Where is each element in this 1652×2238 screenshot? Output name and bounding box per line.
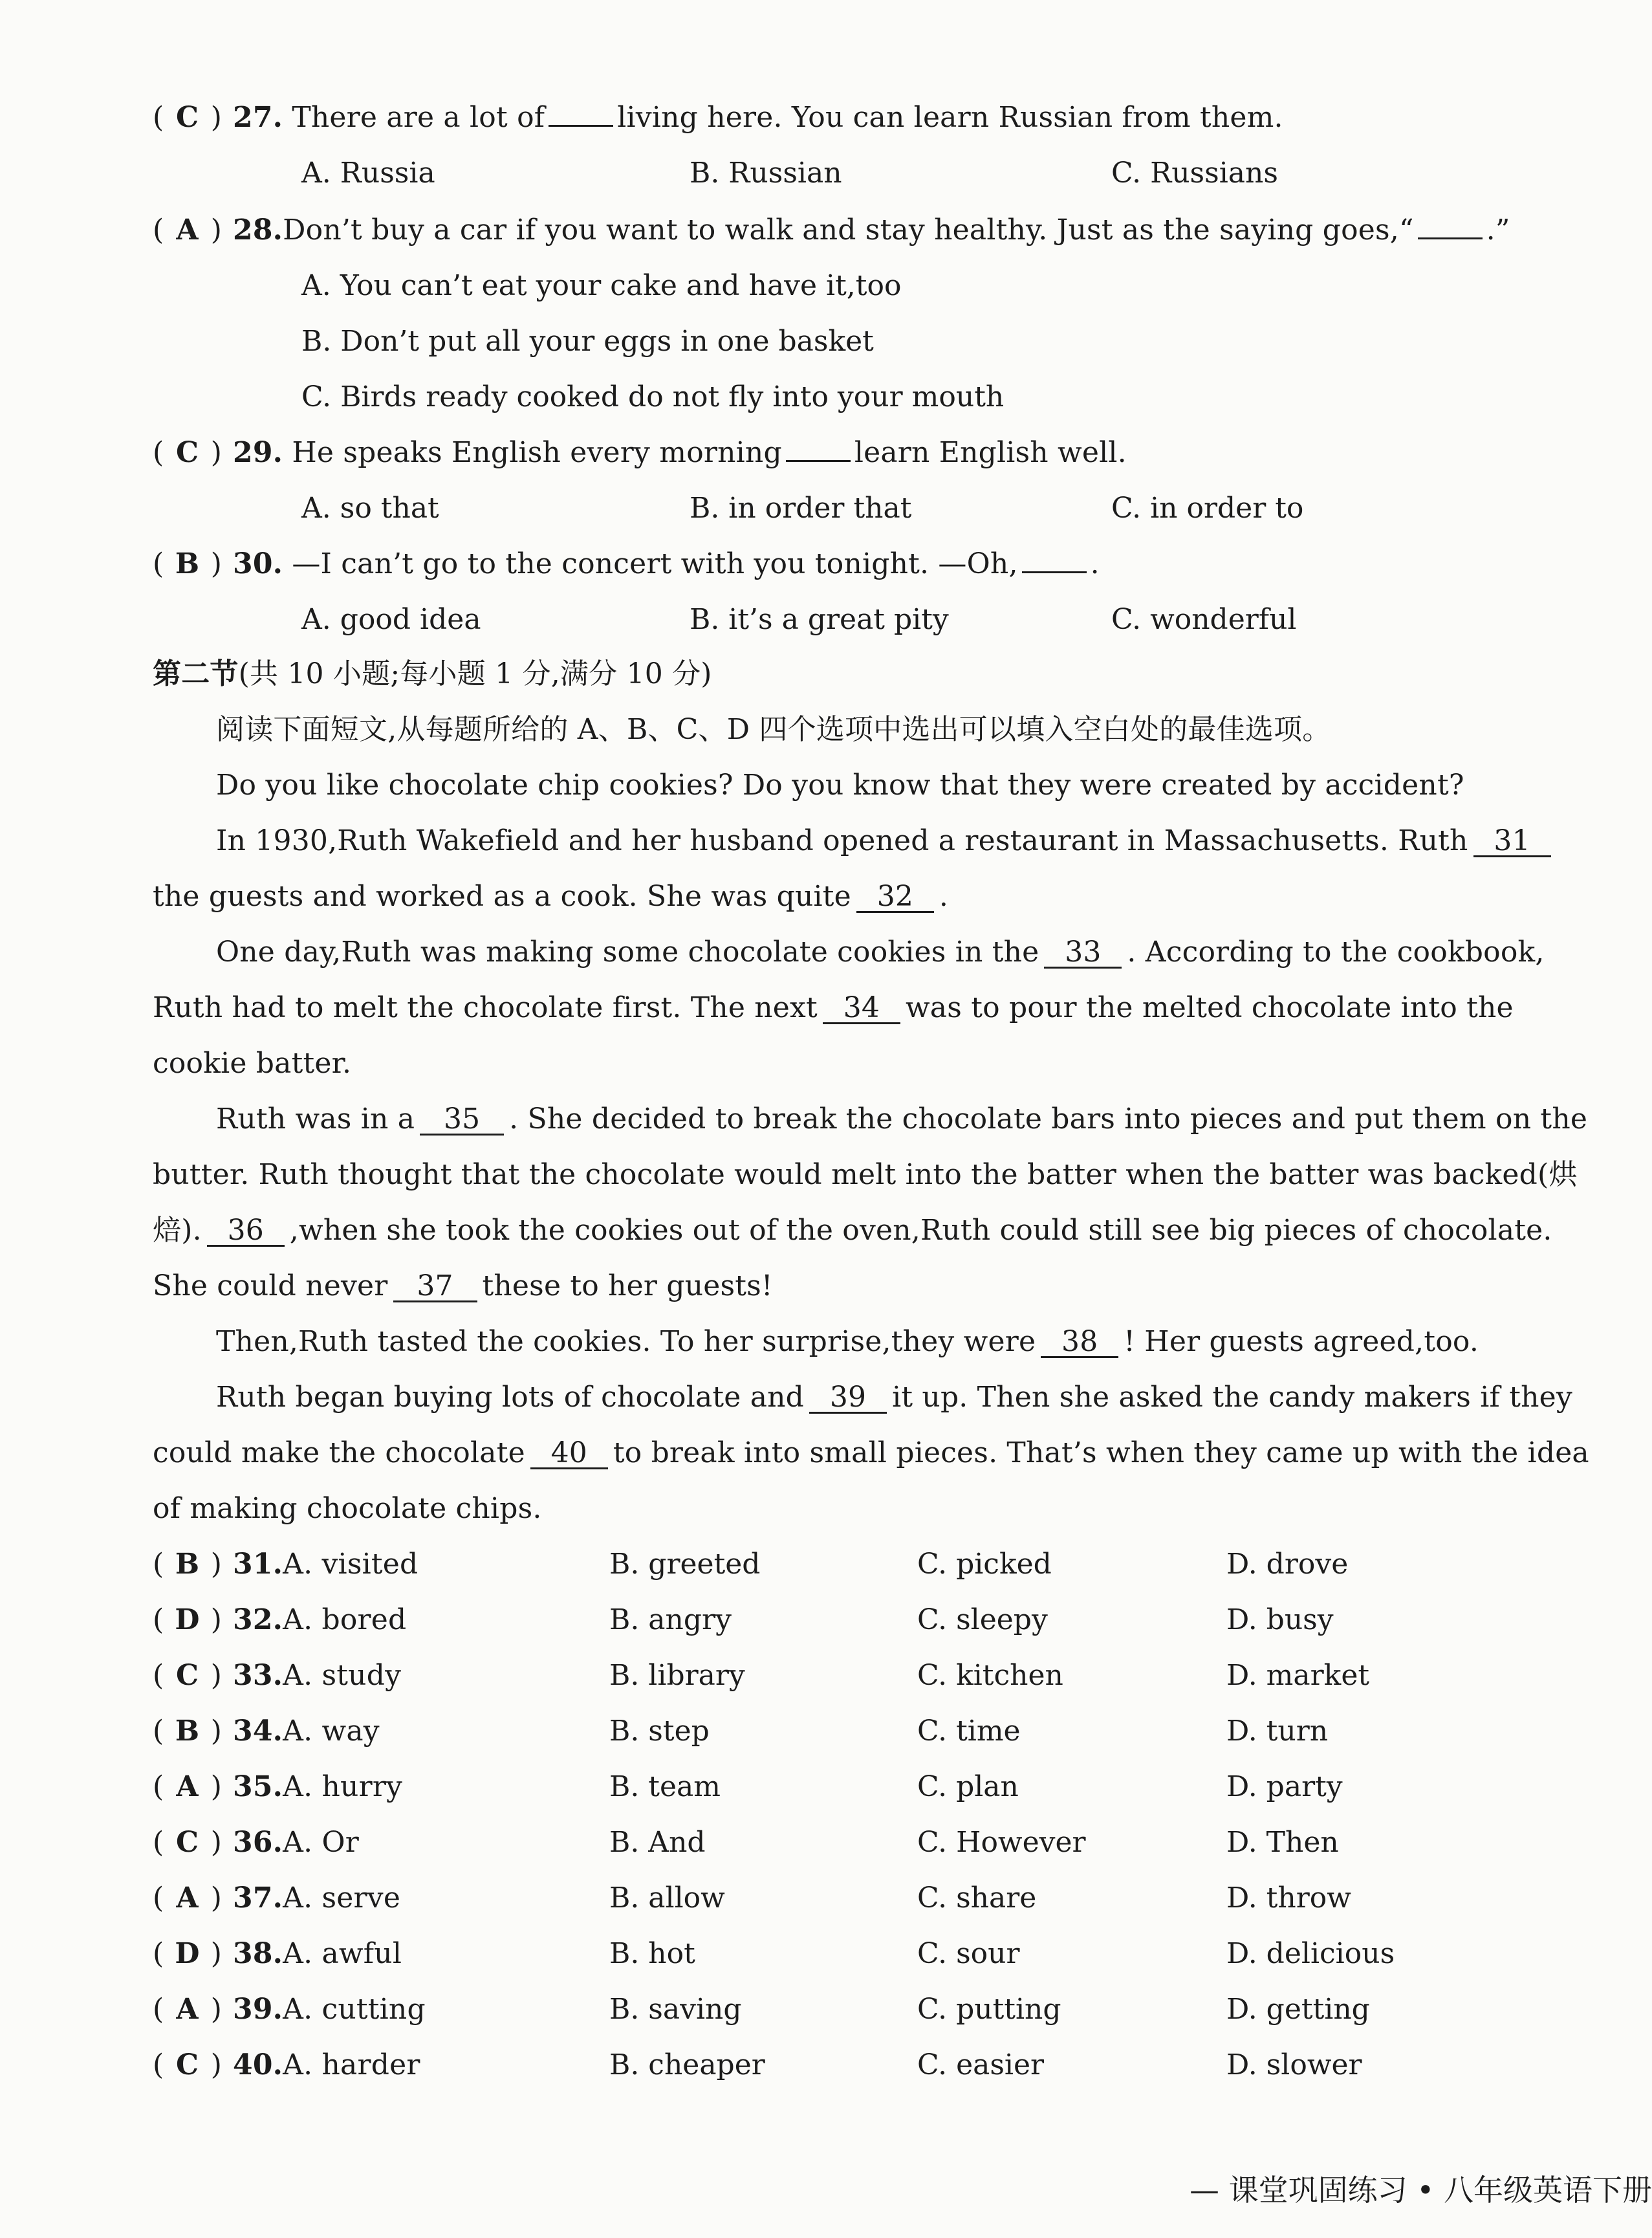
answer-bracket: ( B ) xyxy=(153,1715,223,1748)
answer-bracket: ( A ) xyxy=(153,1881,223,1914)
option-b: B. greeted xyxy=(609,1548,761,1581)
passage-line: Then,Ruth tasted the cookies. To her surprise,they were 38 ! Her guests agreed,too. xyxy=(216,1325,1479,1358)
option-c: C. kitchen xyxy=(917,1659,1063,1692)
option-b: B. And xyxy=(609,1826,706,1859)
option-c: C. in order to xyxy=(1111,492,1304,525)
option-d: D. market xyxy=(1226,1659,1370,1692)
blank xyxy=(786,437,851,462)
option-row: ( C ) 33.A. study xyxy=(153,1656,401,1695)
option-b: B. saving xyxy=(609,1993,742,2026)
option-b: B. Don’t put all your eggs in one basket xyxy=(301,325,874,358)
option-c: C. easier xyxy=(917,2048,1045,2081)
answer-bracket: ( C ) xyxy=(153,436,223,469)
answer-bracket: ( B ) xyxy=(153,1548,223,1581)
option-row: ( B ) 34.A. way xyxy=(153,1712,380,1751)
option-b: B. in order that xyxy=(690,492,912,525)
numbered-blank: 39 xyxy=(809,1383,887,1414)
passage-line: could make the chocolate 40 to break into small pieces. That’s when they came up with the idea xyxy=(153,1436,1589,1469)
option-row: ( D ) 32.A. bored xyxy=(153,1601,406,1640)
option-c: C. picked xyxy=(917,1548,1052,1581)
option-d: D. Then xyxy=(1226,1826,1339,1859)
question-30: ( B ) 30. —I can’t go to the concert with you tonight. —Oh, . xyxy=(153,545,1100,584)
option-b: B. angry xyxy=(609,1603,732,1636)
numbered-blank: 31 xyxy=(1473,827,1551,857)
option-d: D. turn xyxy=(1226,1715,1329,1748)
answer-bracket: ( B ) xyxy=(153,547,223,580)
option-row: ( B ) 31.A. visited xyxy=(153,1545,418,1584)
passage-line: She could never 37 these to her guests! xyxy=(153,1269,773,1302)
numbered-blank: 38 xyxy=(1041,1328,1118,1358)
question-29: ( C ) 29. He speaks English every morning learn English well. xyxy=(153,433,1127,472)
numbered-blank: 36 xyxy=(207,1216,285,1247)
option-c: C. share xyxy=(917,1881,1037,1914)
option-c: C. plan xyxy=(917,1770,1019,1803)
answer-bracket: ( C ) xyxy=(153,101,223,134)
option-b: B. it’s a great pity xyxy=(690,603,949,636)
blank xyxy=(1022,548,1087,573)
option-c: C. sour xyxy=(917,1937,1020,1970)
passage-line: One day,Ruth was making some chocolate cookies in the 33 . According to the cookbook, xyxy=(216,936,1545,969)
passage-line: Ruth was in a 35 . She decided to break the chocolate bars into pieces and put them on the xyxy=(216,1103,1588,1135)
option-d: D. slower xyxy=(1226,2048,1362,2081)
option-row: ( D ) 38.A. awful xyxy=(153,1935,402,1973)
answer-bracket: ( D ) xyxy=(153,1603,223,1636)
passage-line: Do you like chocolate chip cookies? Do you know that they were created by accident? xyxy=(216,769,1464,802)
question-27: ( C ) 27. There are a lot of living here. You can learn Russian from them. xyxy=(153,98,1283,137)
passage-line: In 1930,Ruth Wakefield and her husband opened a restaurant in Massachusetts. Ruth 31 xyxy=(216,822,1556,861)
numbered-blank: 34 xyxy=(823,994,900,1024)
option-row: ( A ) 37.A. serve xyxy=(153,1879,400,1918)
option-d: D. throw xyxy=(1226,1881,1351,1914)
numbered-blank: 32 xyxy=(856,883,934,913)
passage-line: of making chocolate chips. xyxy=(153,1492,542,1525)
answer-bracket: ( A ) xyxy=(153,1770,223,1803)
option-b: B. Russian xyxy=(690,157,842,190)
question-28: ( A ) 28.Don’t buy a car if you want to walk and stay healthy. Just as the saying goes,“ .” xyxy=(153,211,1510,250)
option-row: ( A ) 39.A. cutting xyxy=(153,1990,426,2029)
answer-bracket: ( D ) xyxy=(153,1937,223,1970)
numbered-blank: 40 xyxy=(530,1439,608,1469)
option-a: A. so that xyxy=(301,492,439,525)
option-b: B. team xyxy=(609,1770,721,1803)
option-c: C. Russians xyxy=(1111,157,1278,190)
option-a: A. You can’t eat your cake and have it,too xyxy=(301,269,902,302)
option-c: C. sleepy xyxy=(917,1603,1048,1636)
option-c: C. time xyxy=(917,1715,1021,1748)
option-row: ( A ) 35.A. hurry xyxy=(153,1768,402,1806)
option-a: A. Russia xyxy=(301,157,435,190)
option-d: D. drove xyxy=(1226,1548,1349,1581)
option-b: B. allow xyxy=(609,1881,725,1914)
section-heading: 第二节(共 10 小题;每小题 1 分,满分 10 分) xyxy=(153,657,712,690)
answer-bracket: ( C ) xyxy=(153,1826,223,1859)
option-c: C. wonderful xyxy=(1111,603,1297,636)
option-b: B. library xyxy=(609,1659,745,1692)
option-row: ( C ) 40.A. harder xyxy=(153,2046,420,2085)
numbered-blank: 35 xyxy=(420,1105,504,1135)
numbered-blank: 33 xyxy=(1044,938,1122,969)
passage-line: cookie batter. xyxy=(153,1047,352,1080)
passage-line: butter. Ruth thought that the chocolate would melt into the batter when the batter was backed(烘 xyxy=(153,1158,1578,1191)
option-c: C. However xyxy=(917,1826,1086,1859)
option-b: B. hot xyxy=(609,1937,695,1970)
passage-line: Ruth had to melt the chocolate first. The next 34 was to pour the melted chocolate into the xyxy=(153,991,1514,1024)
passage-line: the guests and worked as a cook. She was quite 32 . xyxy=(153,880,949,913)
section-instruction: 阅读下面短文,从每题所给的 A、B、C、D 四个选项中选出可以填入空白处的最佳选项。 xyxy=(216,713,1331,746)
option-b: B. cheaper xyxy=(609,2048,765,2081)
answer-bracket: ( C ) xyxy=(153,2048,223,2081)
page-footer: — 课堂巩固练习 • 八年级英语下册 xyxy=(1190,2173,1652,2208)
blank xyxy=(549,102,613,127)
option-a: A. good idea xyxy=(301,603,481,636)
option-b: B. step xyxy=(609,1715,710,1748)
numbered-blank: 37 xyxy=(393,1272,477,1302)
blank xyxy=(1418,214,1483,239)
option-d: D. busy xyxy=(1226,1603,1334,1636)
option-c: C. putting xyxy=(917,1993,1061,2026)
passage-line: Ruth began buying lots of chocolate and 39 it up. Then she asked the candy makers if they xyxy=(216,1381,1572,1414)
answer-bracket: ( A ) xyxy=(153,1993,223,2026)
option-c: C. Birds ready cooked do not fly into your mouth xyxy=(301,380,1005,413)
option-d: D. getting xyxy=(1226,1993,1370,2026)
answer-bracket: ( C ) xyxy=(153,1659,223,1692)
option-d: D. delicious xyxy=(1226,1937,1395,1970)
option-d: D. party xyxy=(1226,1770,1343,1803)
answer-bracket: ( A ) xyxy=(153,214,223,247)
passage-line: 焙). 36 ,when she took the cookies out of the oven,Ruth could still see big pieces of chocolate. xyxy=(153,1214,1552,1247)
option-row: ( C ) 36.A. Or xyxy=(153,1823,359,1862)
